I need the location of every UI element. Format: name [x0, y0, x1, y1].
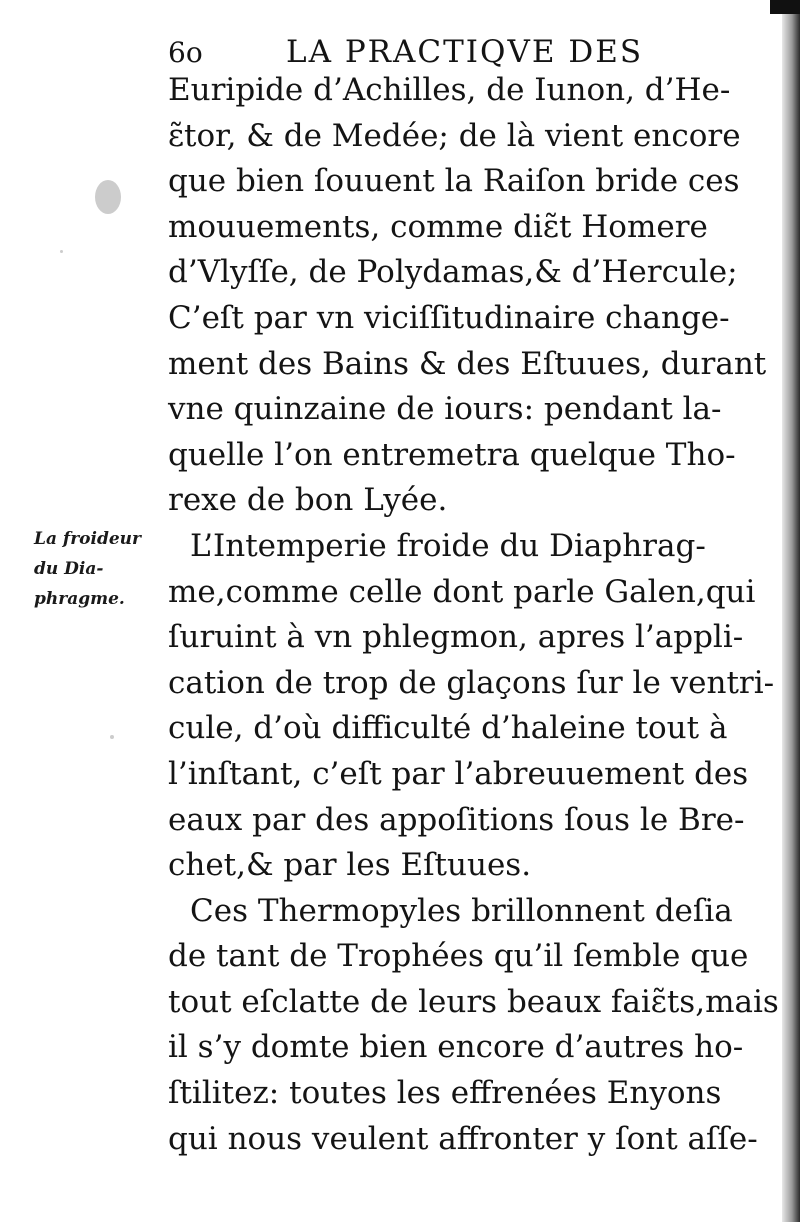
page-corner-dark [770, 0, 800, 14]
page-gutter-shadow [782, 0, 800, 1222]
paragraph-start-line: L’Intemperie froide du Diaphrag- [190, 527, 706, 564]
running-head: LA PRACTIQVE DES [286, 34, 644, 70]
text-line: vne quinzaine de iours: pendant la- [168, 391, 722, 428]
text-line: eaux par des appoſitions ſous le Bre- [168, 801, 745, 838]
text-line: me,comme celle dont parle Galen,qui [168, 573, 756, 610]
text-line: chet,& par les Eſtuues. [168, 847, 532, 884]
text-line: il s’y domte bien encore d’autres ho- [168, 1029, 744, 1066]
text-line: C’eſt par vn viciſſitudinaire change- [168, 299, 730, 336]
text-line: cule, d’où difficulté d’haleine tout à [168, 710, 728, 747]
text-line: rexe de bon Lyée. [168, 482, 448, 519]
paper-speck [110, 735, 114, 739]
text-line: ɛ̃tor, & de Medée; de là vient encore [168, 117, 741, 154]
text-line: ſuruint à vn phlegmon, apres l’appli- [168, 619, 744, 656]
paragraph-start-line: Ces Thermopyles brillonnent deſia [190, 892, 733, 929]
page-number: 6o [168, 36, 203, 69]
paper-speck [60, 250, 63, 253]
paper-stain [95, 180, 121, 214]
text-line: cation de trop de glaçons ſur le ventri- [168, 664, 775, 701]
margin-note [34, 524, 170, 614]
text-line: Euripide d’Achilles, de Iunon, d’He- [168, 72, 731, 108]
text-line: l’inſtant, c’eſt par l’abreuuement des [168, 755, 749, 792]
text-line: ſtilitez: toutes les effrenées Enyons [168, 1075, 722, 1112]
margin-note-line: phragme. [34, 589, 125, 609]
margin-note-line: La froideur [34, 529, 141, 549]
text-line: quelle l’on entremetra quelque Tho- [168, 436, 736, 473]
text-line: d’Vlyſſe, de Polydamas,& d’Hercule; [168, 254, 738, 291]
margin-note-line: du Dia- [34, 559, 104, 579]
text-line: de tant de Trophées qu’il ſemble que [168, 938, 749, 975]
text-line: ment des Bains & des Eſtuues, durant [168, 345, 767, 382]
text-line: tout eſclatte de leurs beaux faiɛ̃ts,mais [168, 983, 779, 1020]
text-line: qui nous veulent affronter y ſont aſſe- [168, 1120, 758, 1157]
text-line: que bien ſouuent la Raiſon bride ces [168, 163, 740, 200]
text-line: mouuements, comme diɛ̃t Homere [168, 208, 708, 245]
body-text [168, 68, 779, 1162]
